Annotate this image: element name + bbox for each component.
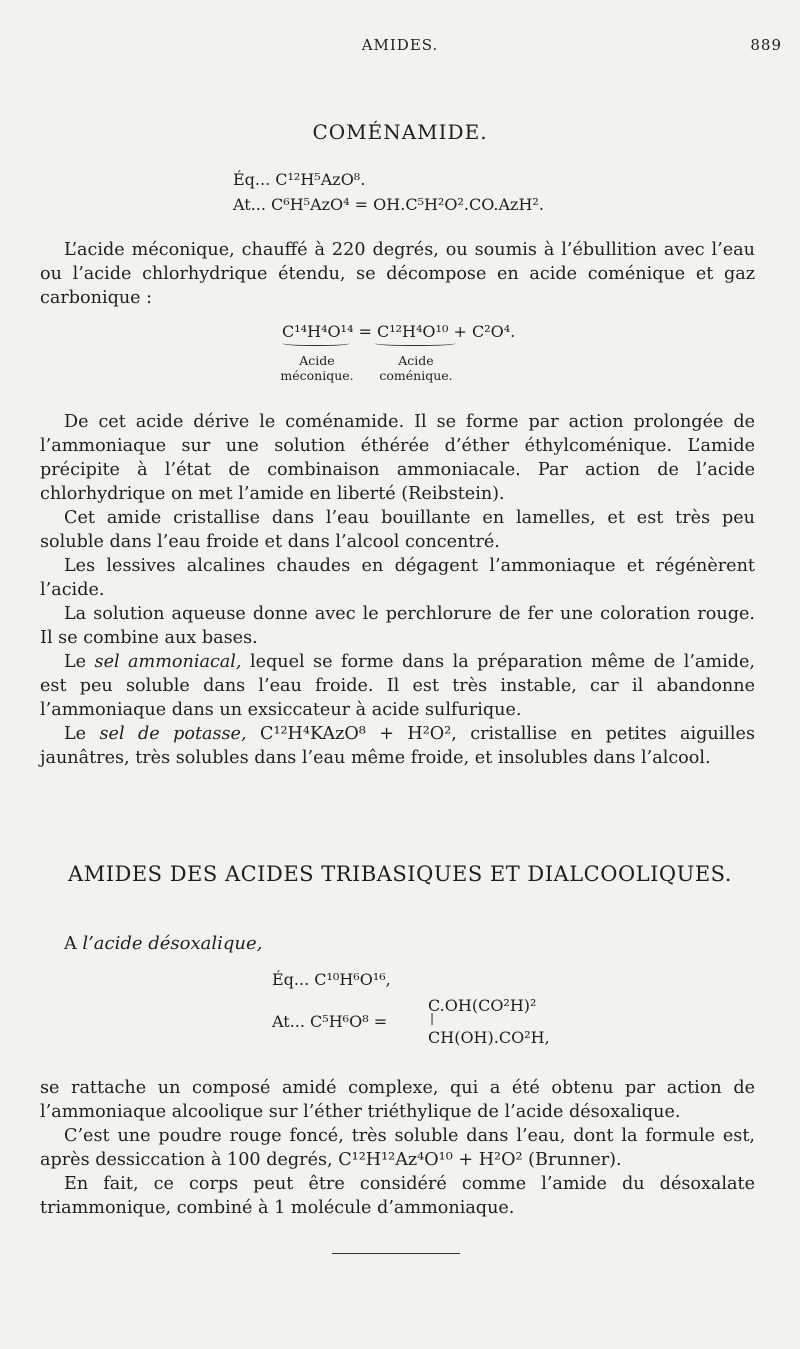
equals-sign: = xyxy=(358,322,372,341)
paragraph: se rattache un composé amidé complexe, qui a été obtenu par action de l’ammoniaque alcoolique sur l’éther triéthylique de l’acide désoxalique. xyxy=(40,1078,755,1122)
reactant-formula: C¹⁴H⁴O¹⁴ xyxy=(282,322,354,341)
gas-formula: C²O⁴. xyxy=(471,322,516,341)
desoxalic-eq-formula: Éq... C¹⁰H⁶O¹⁶, xyxy=(272,970,391,989)
comenamide-body xyxy=(40,410,755,770)
term-sel-ammoniacal: sel ammoniacal, xyxy=(94,652,242,672)
paragraph-sel-ammoniacal: Le sel ammoniacal, lequel se forme dans la préparation même de l’amide, est peu soluble dans l’eau froide. Il est très instable, car il abandonne l’ammoniaque dans un exsiccateur à acide sulfurique. xyxy=(40,652,755,720)
atomic-formula: At... C⁶H⁵AzO⁴ = OH.C⁵H²O².CO.AzH². xyxy=(233,195,544,214)
desoxalic-at-bottom: CH(OH).CO²H, xyxy=(428,1028,550,1047)
intro-paragraph xyxy=(40,238,755,310)
running-title: AMIDES. xyxy=(361,36,439,54)
equivalent-formula: Éq... C¹²H⁵AzO⁸. xyxy=(233,170,366,189)
brace-left xyxy=(282,339,350,346)
label-meconic-acid: Acide méconique. xyxy=(280,353,354,383)
end-rule xyxy=(332,1253,460,1254)
term-desoxalic-acid: l’acide désoxalique, xyxy=(82,933,263,954)
section-title-comenamide: COMÉNAMIDE. xyxy=(312,120,488,144)
paragraph: L’acide méconique, chauffé à 220 degrés, ou soumis à l’ébullition avec l’eau ou l’acide chlorhydrique étendu, se décompose en acide coménique et gaz carbonique : xyxy=(40,240,755,308)
desoxalic-at-top: C.OH(CO²H)² xyxy=(428,996,537,1015)
running-head xyxy=(0,36,800,54)
paragraph: En fait, ce corps peut être considéré comme l’amide du désoxalate triammonique, combiné à 1 molécule d’ammoniaque. xyxy=(40,1174,755,1218)
plus-sign: + xyxy=(453,322,467,341)
paragraph-sel-potasse: Le sel de potasse, C¹²H⁴KAzO⁸ + H²O², cristallise en petites aiguilles jaunâtres, très solubles dans l’eau même froide, et insolubles dans l’alcool. xyxy=(40,724,755,768)
page-number: 889 xyxy=(750,36,782,54)
paragraph: De cet acide dérive le coménamide. Il se forme par action prolongée de l’ammoniaque sur une solution éthérée d’éther éthylcoménique. L’amide précipite à l’état de combinaison ammoniacale. Par action de l’acide chlorhydrique on met l’amide en liberté (Reibstein). xyxy=(40,412,755,504)
desoxalic-body xyxy=(40,1076,755,1220)
desoxalic-bond-bar: | xyxy=(430,1011,435,1025)
desoxalic-at-prefix: At... C⁵H⁶O⁸ = xyxy=(272,1012,388,1031)
brace-right xyxy=(374,339,456,346)
product-formula: C¹²H⁴O¹⁰ xyxy=(376,322,449,341)
paragraph: Cet amide cristallise dans l’eau bouillante en lamelles, et est très peu soluble dans l’eau froide et dans l’alcool concentré. xyxy=(40,508,755,552)
term-sel-potasse: sel de potasse, xyxy=(99,724,247,744)
paragraph: La solution aqueuse donne avec le perchlorure de fer une coloration rouge. Il se combine aux bases. xyxy=(40,604,755,648)
subhead-desoxalic: A l’acide désoxalique, xyxy=(64,933,263,954)
label-comenic-acid: Acide coménique. xyxy=(379,353,453,383)
paragraph: Les lessives alcalines chaudes en dégagent l’ammoniaque et régénèrent l’acide. xyxy=(40,556,755,600)
paragraph: C’est une poudre rouge foncé, très soluble dans l’eau, dont la formule est, après dessiccation à 100 degrés, C¹²H¹²Az⁴O¹⁰ + H²O² (Brunner). xyxy=(40,1126,755,1170)
section-title-tribasic: AMIDES DES ACIDES TRIBASIQUES ET DIALCOOLIQUES. xyxy=(68,862,732,886)
